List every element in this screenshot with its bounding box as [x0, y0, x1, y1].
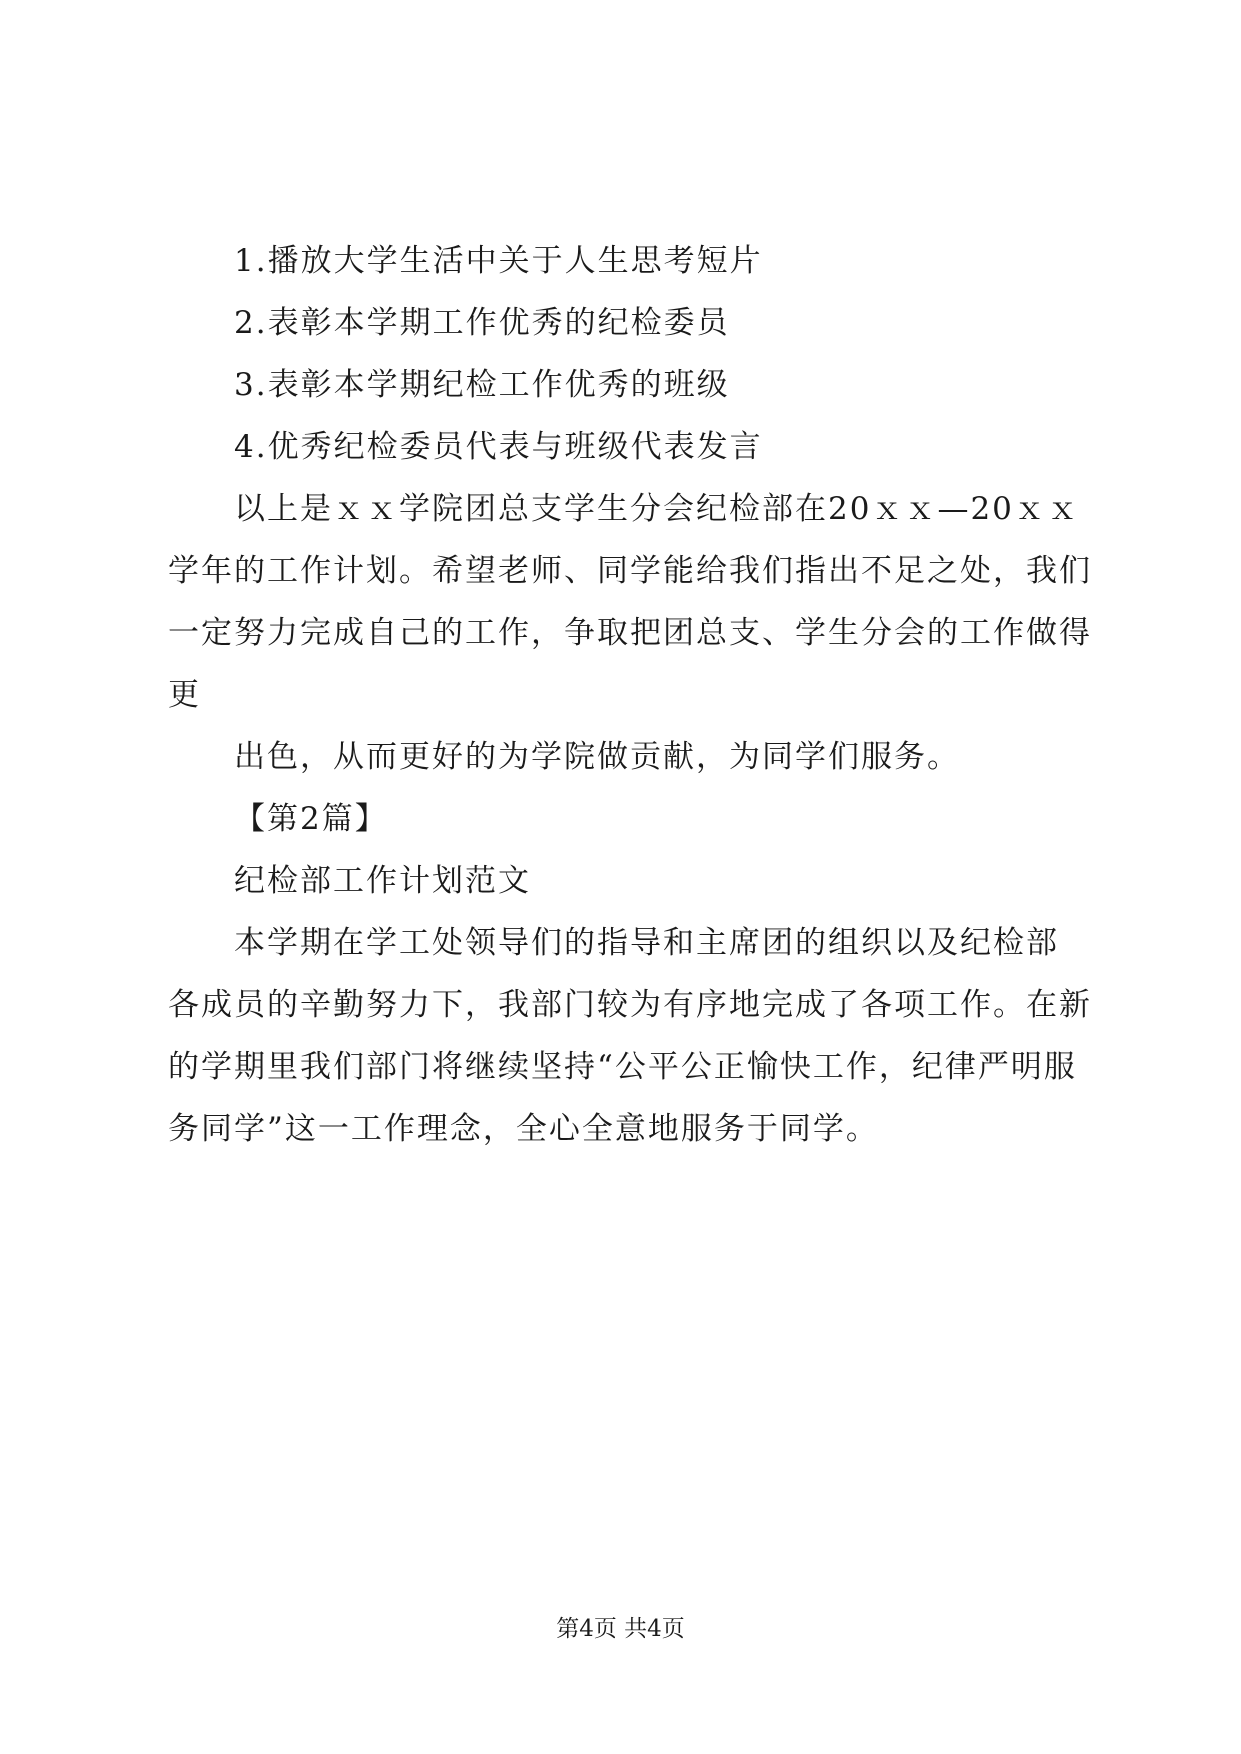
paragraph-line: 学年的工作计划。希望老师、同学能给我们指出不足之处，我们: [168, 553, 1092, 589]
paragraph-line: 的学期里我们部门将继续坚持“公平公正愉快工作，纪律严明服: [168, 1049, 1077, 1085]
list-item-1: 1.播放大学生活中关于人生思考短片: [234, 243, 763, 279]
page-number-footer: 第4页 共4页: [556, 1616, 685, 1642]
section-title: 纪检部工作计划范文: [234, 863, 531, 899]
list-item-2: 2.表彰本学期工作优秀的纪检委员: [234, 305, 730, 341]
paragraph-line: 出色，从而更好的为学院做贡献，为同学们服务。: [234, 739, 960, 775]
paragraph-line: 以上是ｘｘ学院团总支学生分会纪检部在20ｘｘ—20ｘｘ: [234, 491, 1080, 527]
section-marker: 【第2篇】: [234, 801, 388, 837]
list-item-3: 3.表彰本学期纪检工作优秀的班级: [234, 367, 730, 403]
paragraph-line: 一定努力完成自己的工作，争取把团总支、学生分会的工作做得: [168, 615, 1092, 651]
paragraph-line: 各成员的辛勤努力下，我部门较为有序地完成了各项工作。在新: [168, 987, 1092, 1023]
paragraph-line: 务同学”这一工作理念，全心全意地服务于同学。: [168, 1111, 879, 1147]
body-text: [168, 230, 1092, 1160]
paragraph-line: 本学期在学工处领导们的指导和主席团的组织以及纪检部: [234, 925, 1059, 961]
list-item-4: 4.优秀纪检委员代表与班级代表发言: [234, 429, 763, 465]
paragraph-line: 更: [168, 677, 201, 713]
